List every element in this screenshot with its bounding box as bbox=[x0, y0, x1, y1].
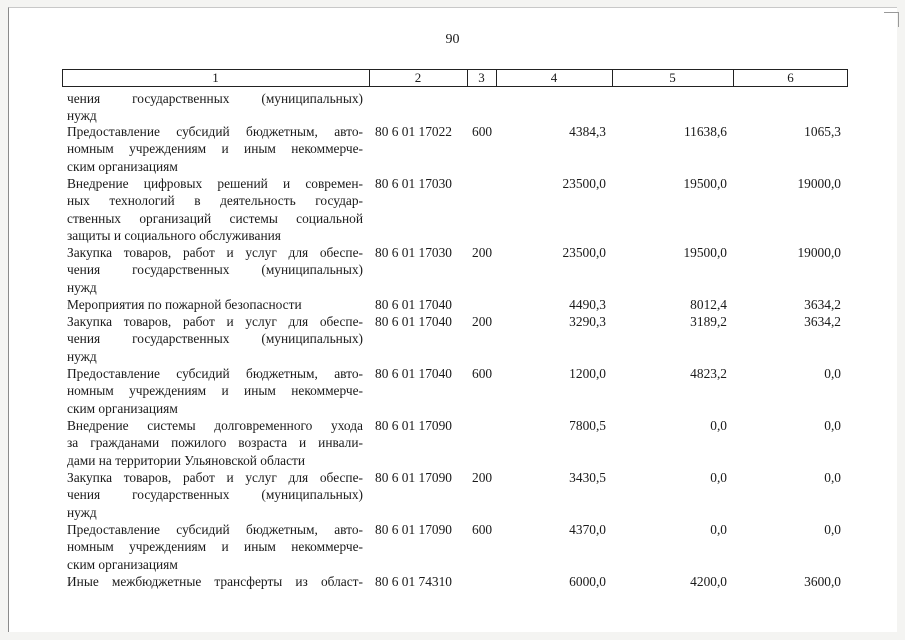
amount-year-2: 4823,2 bbox=[690, 366, 727, 381]
amount-year-1: 3290,3 bbox=[569, 314, 606, 329]
description-line: защиты и социального обслуживания bbox=[67, 227, 281, 243]
amount-year-1: 23500,0 bbox=[562, 176, 606, 191]
description-line: ных технологий в деятельность государ- bbox=[67, 193, 363, 209]
description-line: ским организациям bbox=[67, 158, 178, 174]
budget-code: 80 6 01 17040 bbox=[375, 366, 452, 381]
row-description bbox=[67, 175, 363, 244]
amount-year-2: 0,0 bbox=[710, 522, 727, 537]
row-description bbox=[67, 469, 363, 521]
budget-code: 80 6 01 17030 bbox=[375, 245, 452, 260]
amount-year-3: 3634,2 bbox=[804, 297, 841, 312]
amount-year-1: 6000,0 bbox=[569, 574, 606, 589]
description-line: нужд bbox=[67, 348, 97, 364]
amount-year-2: 19500,0 bbox=[683, 245, 727, 260]
header-cell-2: 2 bbox=[414, 70, 422, 85]
description-line: нужд bbox=[67, 108, 97, 124]
amount-year-3: 0,0 bbox=[824, 470, 841, 485]
expense-type: 200 bbox=[472, 245, 493, 260]
amount-year-3: 3634,2 bbox=[804, 314, 841, 329]
row-description bbox=[67, 521, 363, 573]
amount-year-3: 19000,0 bbox=[797, 176, 841, 191]
row-description bbox=[67, 313, 363, 365]
amount-year-2: 0,0 bbox=[710, 470, 727, 485]
amount-year-3: 0,0 bbox=[824, 522, 841, 537]
description-line: ским организациям bbox=[67, 556, 178, 572]
amount-year-1: 4370,0 bbox=[569, 522, 606, 537]
budget-code: 80 6 01 17022 bbox=[375, 124, 452, 139]
description-line: чения государственных (муниципальных) bbox=[67, 91, 363, 106]
header-cell-6: 6 bbox=[787, 70, 794, 85]
amount-year-2: 0,0 bbox=[710, 418, 727, 433]
amount-year-1: 4490,3 bbox=[569, 297, 606, 312]
description-line: Предоставление субсидий бюджетным, авто- bbox=[67, 124, 363, 139]
budget-code: 80 6 01 17040 bbox=[375, 297, 452, 312]
budget-code: 80 6 01 17030 bbox=[375, 176, 452, 191]
page-number: 90 bbox=[445, 32, 460, 47]
description-line: чения государственных (муниципальных) bbox=[67, 262, 363, 278]
description-line: Предоставление субсидий бюджетным, авто- bbox=[67, 366, 363, 381]
header-cell-5: 5 bbox=[669, 70, 676, 85]
amount-year-3: 0,0 bbox=[824, 366, 841, 381]
amount-year-1: 1200,0 bbox=[569, 366, 606, 381]
budget-code: 80 6 01 17090 bbox=[375, 470, 452, 485]
amount-year-1: 7800,5 bbox=[569, 418, 606, 433]
description-line: Закупка товаров, работ и услуг для обеспе- bbox=[67, 314, 363, 329]
row-description bbox=[67, 123, 363, 175]
budget-code: 80 6 01 74310 bbox=[375, 574, 452, 589]
description-line: ственных организаций системы социальной bbox=[67, 210, 363, 226]
amount-year-1: 3430,5 bbox=[569, 470, 606, 485]
budget-code: 80 6 01 17040 bbox=[375, 314, 452, 329]
row-description bbox=[67, 244, 363, 296]
row-description bbox=[67, 365, 363, 417]
amount-year-2: 3189,2 bbox=[690, 314, 727, 329]
expense-type: 200 bbox=[472, 470, 493, 485]
expense-type: 600 bbox=[472, 522, 493, 537]
header-cell-3: 3 bbox=[478, 70, 485, 85]
description-line: Иные межбюджетные трансферты из област- bbox=[67, 574, 363, 589]
amount-year-1: 4384,3 bbox=[569, 124, 606, 139]
expense-type: 600 bbox=[472, 366, 493, 381]
expense-type: 600 bbox=[472, 124, 493, 139]
amount-year-1: 23500,0 bbox=[562, 245, 606, 260]
description-line: номным учреждениям и иным некоммерче- bbox=[67, 383, 363, 399]
header-cell-4: 4 bbox=[550, 70, 558, 85]
row-description bbox=[67, 90, 363, 125]
page-corner-mark bbox=[884, 12, 899, 27]
description-line: нужд bbox=[67, 279, 97, 295]
description-line: чения государственных (муниципальных) bbox=[67, 487, 363, 503]
description-line: Закупка товаров, работ и услуг для обеспе- bbox=[67, 245, 363, 260]
description-line: номным учреждениям и иным некоммерче- bbox=[67, 539, 363, 555]
description-line: чения государственных (муниципальных) bbox=[67, 331, 363, 347]
amount-year-2: 19500,0 bbox=[683, 176, 727, 191]
description-line: Внедрение системы долговременного ухода bbox=[67, 418, 363, 433]
description-line: Внедрение цифровых решений и современ- bbox=[67, 176, 363, 191]
row-description bbox=[67, 296, 363, 313]
amount-year-2: 8012,4 bbox=[690, 297, 727, 312]
amount-year-3: 0,0 bbox=[824, 418, 841, 433]
description-line: за гражданами пожилого возраста и инвали- bbox=[67, 435, 363, 451]
amount-year-3: 3600,0 bbox=[804, 574, 841, 589]
description-line: нужд bbox=[67, 504, 97, 520]
budget-code: 80 6 01 17090 bbox=[375, 522, 452, 537]
header-cell-1: 1 bbox=[212, 70, 219, 85]
budget-code: 80 6 01 17090 bbox=[375, 418, 452, 433]
expense-type: 200 bbox=[472, 314, 493, 329]
description-line: Мероприятия по пожарной безопасности bbox=[67, 297, 302, 312]
description-line: Предоставление субсидий бюджетным, авто- bbox=[67, 522, 363, 537]
amount-year-3: 1065,3 bbox=[804, 124, 841, 139]
amount-year-2: 11638,6 bbox=[683, 124, 727, 139]
description-line: Закупка товаров, работ и услуг для обеспе- bbox=[67, 470, 363, 485]
row-description bbox=[67, 573, 363, 590]
amount-year-2: 4200,0 bbox=[690, 574, 727, 589]
description-line: номным учреждениям и иным некоммерче- bbox=[67, 141, 363, 157]
description-line: дами на территории Ульяновской области bbox=[67, 452, 306, 468]
amount-year-3: 19000,0 bbox=[797, 245, 841, 260]
description-line: ским организациям bbox=[67, 400, 178, 416]
row-description bbox=[67, 417, 363, 469]
